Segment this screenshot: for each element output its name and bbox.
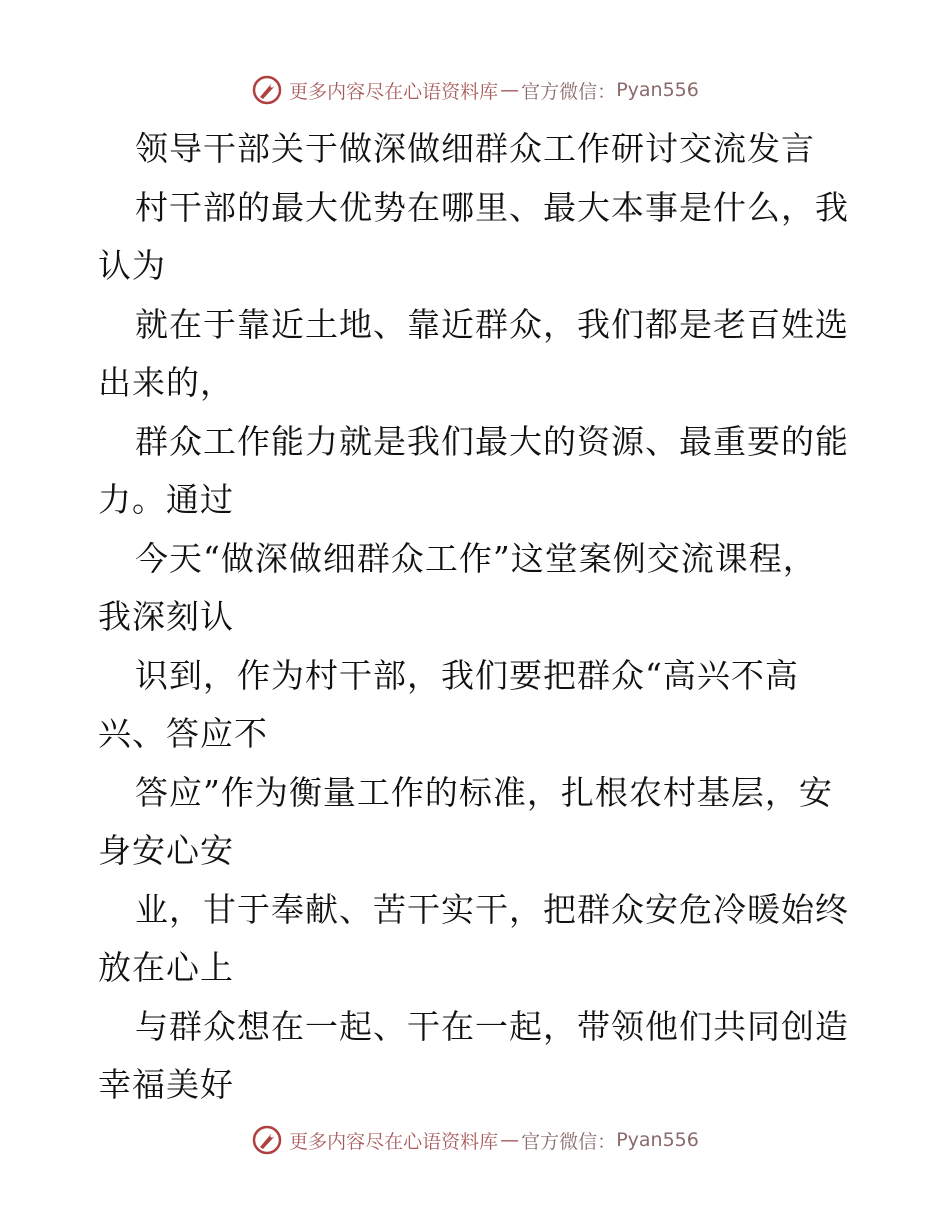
document-body xyxy=(98,120,858,1115)
text-line: 答应”作为衡量工作的标准，扎根农村基层，安 xyxy=(135,772,833,812)
text-line: 身安心安 xyxy=(98,831,234,870)
banner-main-text: 更多内容尽在心语资料库 xyxy=(289,80,499,103)
text-line: 放在心上 xyxy=(98,948,234,987)
banner-wechat-label: 官方微信： xyxy=(521,80,617,103)
text-line: 与群众想在一起、干在一起，带领他们共同创造 xyxy=(135,1006,849,1046)
text-line: 力。通过 xyxy=(98,480,234,519)
text-line: 识到，作为村干部，我们要把群众“高兴不高 xyxy=(135,655,799,695)
banner-wechat-label: 官方微信： xyxy=(521,1130,617,1153)
text-line: 今天“做深做细群众工作”这堂案例交流课程， xyxy=(135,538,817,578)
text-line: 出来的， xyxy=(98,363,234,402)
text-line: 幸福美好 xyxy=(98,1065,234,1104)
text-line: 认为 xyxy=(98,246,166,285)
text-line: 村干部的最大优势在哪里、最大本事是什么，我 xyxy=(135,187,849,227)
banner-main-text: 更多内容尽在心语资料库 xyxy=(289,1130,499,1153)
banner-wechat-id: Pyan556 xyxy=(616,79,699,101)
text-line: 群众工作能力就是我们最大的资源、最重要的能 xyxy=(135,421,849,461)
pen-nib-logo-icon xyxy=(251,74,283,106)
pen-nib-logo-icon xyxy=(251,1124,283,1156)
text-line: 就在于靠近土地、靠近群众，我们都是老百姓选 xyxy=(135,304,849,344)
text-line: 业，甘于奉献、苦干实干，把群众安危冷暖始终 xyxy=(135,889,849,929)
banner-wechat-id: Pyan556 xyxy=(616,1129,699,1151)
document-title: 领导干部关于做深做细群众工作研讨交流发言 xyxy=(135,129,815,168)
text-line: 兴、答应不 xyxy=(98,714,268,753)
banner-separator: — xyxy=(500,1129,520,1151)
banner-separator: — xyxy=(500,79,520,101)
header-watermark-banner xyxy=(0,70,950,110)
footer-watermark-banner xyxy=(0,1120,950,1160)
text-line: 我深刻认 xyxy=(98,597,234,636)
